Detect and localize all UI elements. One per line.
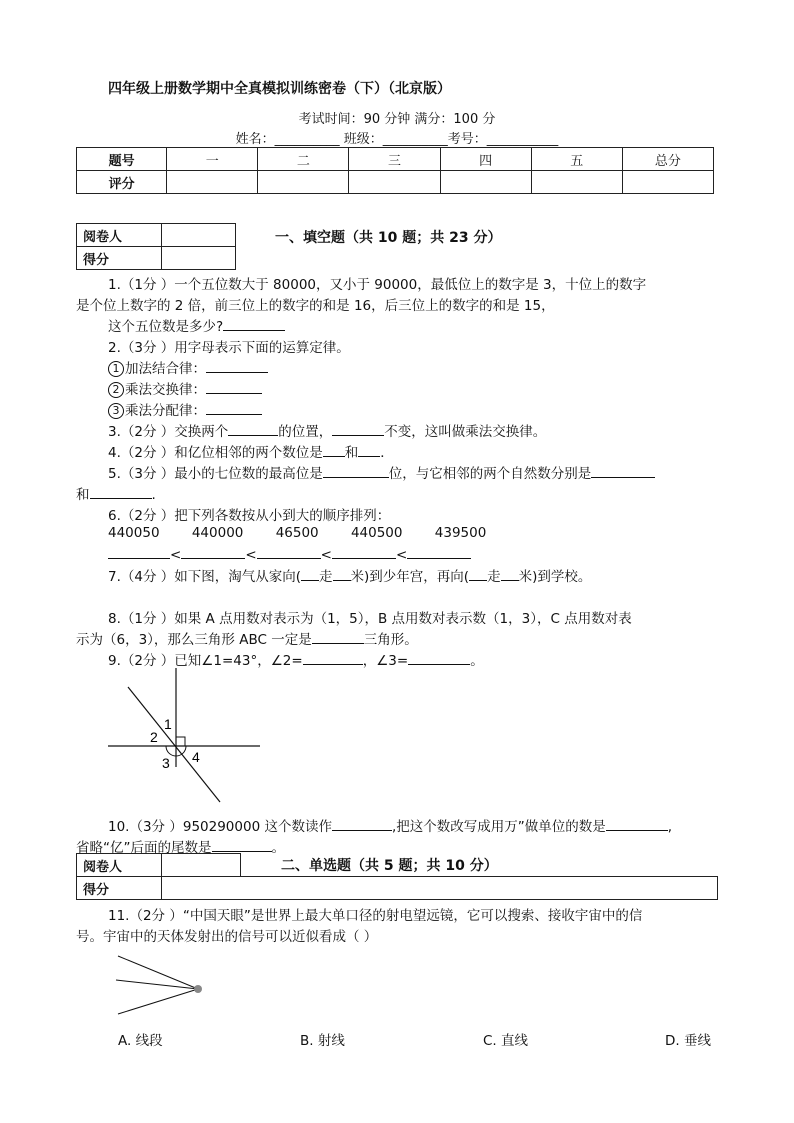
score-input-cell[interactable] (167, 171, 258, 194)
q4-part-a: 4.（2分 ）和亿位相邻的两个数位是 (108, 445, 323, 461)
q6-number: 46500 (275, 525, 319, 541)
answer-blank[interactable] (332, 544, 396, 559)
q9-part-b: ，∠3= (362, 653, 409, 669)
grader-box-1 (76, 223, 236, 270)
answer-blank[interactable] (312, 629, 364, 644)
score-input-cell[interactable] (349, 171, 440, 194)
signal-source-point (194, 985, 202, 993)
rays-figure (112, 950, 212, 1018)
grader-input-cell[interactable] (162, 854, 241, 877)
answer-blank[interactable] (206, 400, 262, 415)
score-input-cell[interactable] (531, 171, 622, 194)
answer-blank[interactable] (501, 566, 519, 581)
score-input-cell[interactable] (162, 247, 236, 270)
score-table-score-row (77, 171, 714, 194)
q10-part-a: 10.（3分 ）950290000 这个数读作 (108, 819, 332, 835)
q8-line2: 示为（6，3），那么三角形 ABC 一定是 (76, 632, 312, 648)
q6-number: 440000 (191, 525, 244, 541)
circled-number-1: 1 (108, 361, 124, 377)
q5-part-b: 位，与它相邻的两个自然数分别是 (388, 466, 592, 482)
answer-blank[interactable] (257, 544, 321, 559)
q3-part-b: 的位置， (278, 424, 333, 440)
option-b[interactable]: B. 射线 (300, 1033, 345, 1049)
q3-part-a: 3.（2分 ）交换两个 (108, 424, 229, 440)
less-than-sign: < (320, 547, 332, 563)
score-table-header-row (77, 148, 714, 171)
less-than-sign: < (395, 547, 408, 563)
answer-blank[interactable] (591, 463, 655, 478)
q1-line3: 这个五位数是多少? (108, 319, 224, 335)
circled-number-3: 3 (108, 403, 124, 419)
answer-blank[interactable] (206, 358, 268, 373)
answer-blank[interactable] (606, 816, 668, 831)
exam-info: 考试时间：90 分钟 满分：100 分 (298, 112, 496, 127)
answer-blank[interactable] (301, 566, 319, 581)
circled-number-2: 2 (108, 382, 124, 398)
table-cell: 三 (349, 148, 440, 171)
section1-title: 一、填空题（共 10 题；共 23 分） (275, 230, 502, 246)
q6-number: 440050 (108, 525, 160, 541)
table-cell: 四 (440, 148, 531, 171)
right-angle-mark (176, 737, 185, 746)
grader-label: 阅卷人 (77, 224, 162, 247)
q10-part-b: ,把这个数改写成用万”做单位的数是 (391, 819, 606, 835)
q10-part-c: , (667, 819, 673, 835)
answer-blank[interactable] (323, 463, 389, 478)
answer-blank[interactable] (323, 442, 345, 457)
q7-part-b: 走 (319, 569, 333, 585)
angle-label-1: 1 (164, 716, 172, 732)
answer-blank[interactable] (333, 566, 351, 581)
q2-item-a: 加法结合律： (125, 361, 206, 377)
paper-title: 四年级上册数学期中全真模拟训练密卷（下）（北京版） (108, 81, 451, 97)
ray-line (118, 956, 198, 989)
table-cell: 一 (167, 148, 258, 171)
table-cell: 总分 (622, 148, 713, 171)
score-input-cell[interactable] (622, 171, 713, 194)
q9-part-c: 。 (470, 653, 484, 669)
option-d[interactable]: D. 垂线 (665, 1033, 711, 1049)
grader-box-2 (76, 853, 718, 900)
q7-part-a: 7.（4分 ）如下图，淘气从家向( (108, 569, 302, 585)
angle-label-4: 4 (192, 749, 200, 765)
score-input-cell[interactable] (162, 877, 718, 900)
q1-line2: 是个位上数字的 2 倍，前三位上的数字的和是 16，后三位上的数字的和是 15， (76, 298, 555, 314)
score-input-cell[interactable] (258, 171, 349, 194)
answer-blank[interactable] (206, 379, 262, 394)
score-label: 得分 (77, 877, 162, 900)
answer-blank[interactable] (90, 484, 152, 499)
q5-part-d: . (151, 487, 156, 503)
less-than-sign: < (245, 547, 257, 563)
answer-blank[interactable] (303, 650, 363, 665)
ray-line (118, 989, 198, 1014)
q5-part-a: 5.（3分 ）最小的七位数的最高位是 (108, 466, 323, 482)
q9-part-a: 9.（2分 ）已知∠1=43°，∠2= (108, 653, 303, 669)
q8-line2-end: 三角形。 (363, 632, 418, 648)
answer-blank[interactable] (407, 544, 471, 559)
score-table (76, 147, 714, 194)
score-input-cell[interactable] (440, 171, 531, 194)
q6-order-row (108, 544, 471, 563)
q2-stem: 2.（3分 ）用字母表示下面的运算定律。 (108, 340, 350, 356)
q2-item-c: 乘法分配律： (125, 403, 206, 419)
answer-blank[interactable] (332, 421, 384, 436)
score-label: 得分 (77, 247, 162, 270)
grader-label: 阅卷人 (77, 854, 162, 877)
q2-item-b: 乘法交换律： (125, 382, 206, 398)
grader-input-cell[interactable] (162, 224, 236, 247)
angle-label-3: 3 (162, 755, 170, 771)
q10-part-d: 省略“亿”后面的尾数是 (76, 840, 212, 856)
answer-blank[interactable] (228, 421, 278, 436)
ray-line (116, 980, 198, 989)
name-line: 姓名：__________ 班级：__________考号：___________ (235, 132, 559, 147)
diagonal-line (128, 687, 220, 802)
q7-part-c: 米)到少年宫，再向( (350, 569, 470, 585)
q3-part-c: 不变，这叫做乘法交换律。 (384, 424, 547, 440)
table-cell: 题号 (77, 148, 167, 171)
answer-blank[interactable] (212, 837, 272, 852)
q4-part-b: 和 (344, 445, 359, 461)
q11-line1: 11.（2分 ）“中国天眼”是世界上最大单口径的射电望远镜，它可以搜索、接收宇宙中的信 (108, 908, 643, 924)
section2-title: 二、单选题（共 5 题；共 10 分） (281, 857, 498, 874)
q6-number-list (108, 525, 514, 541)
answer-blank[interactable] (358, 442, 380, 457)
q1-line1: 1.（1分 ）一个五位数大于 80000，又小于 90000，最低位上的数字是 3，十位上的数字 (108, 277, 647, 293)
q7-part-d: 走 (487, 569, 501, 585)
q5-part-c: 和 (76, 487, 90, 503)
option-a[interactable]: A. 线段 (118, 1033, 163, 1049)
table-cell: 评分 (77, 171, 167, 194)
answer-blank[interactable] (223, 316, 285, 331)
option-c[interactable]: C. 直线 (483, 1033, 529, 1049)
q6-number: 440500 (350, 525, 403, 541)
q11-line2: 号。宇宙中的天体发射出的信号可以近似看成（ ） (76, 929, 378, 945)
less-than-sign: < (170, 547, 182, 563)
answer-blank[interactable] (181, 544, 245, 559)
answer-blank[interactable] (108, 544, 170, 559)
answer-blank[interactable] (408, 650, 470, 665)
q4-part-c: ． (380, 445, 394, 461)
table-cell: 五 (531, 148, 622, 171)
q10-part-e: 。 (271, 840, 285, 856)
angle-label-2: 2 (150, 729, 158, 745)
table-cell: 二 (258, 148, 349, 171)
answer-blank[interactable] (332, 816, 392, 831)
q7-part-e: 米)到学校。 (518, 569, 592, 585)
answer-blank[interactable] (469, 566, 487, 581)
angle-figure (100, 665, 270, 810)
q6-stem: 6.（2分 ）把下列各数按从小到大的顺序排列： (108, 508, 391, 524)
q6-number: 439500 (434, 525, 487, 541)
q8-line1: 8.（1分 ）如果 A 点用数对表示为（1，5），B 点用数对表示数（1，3），C 点用数对表 (108, 611, 632, 627)
